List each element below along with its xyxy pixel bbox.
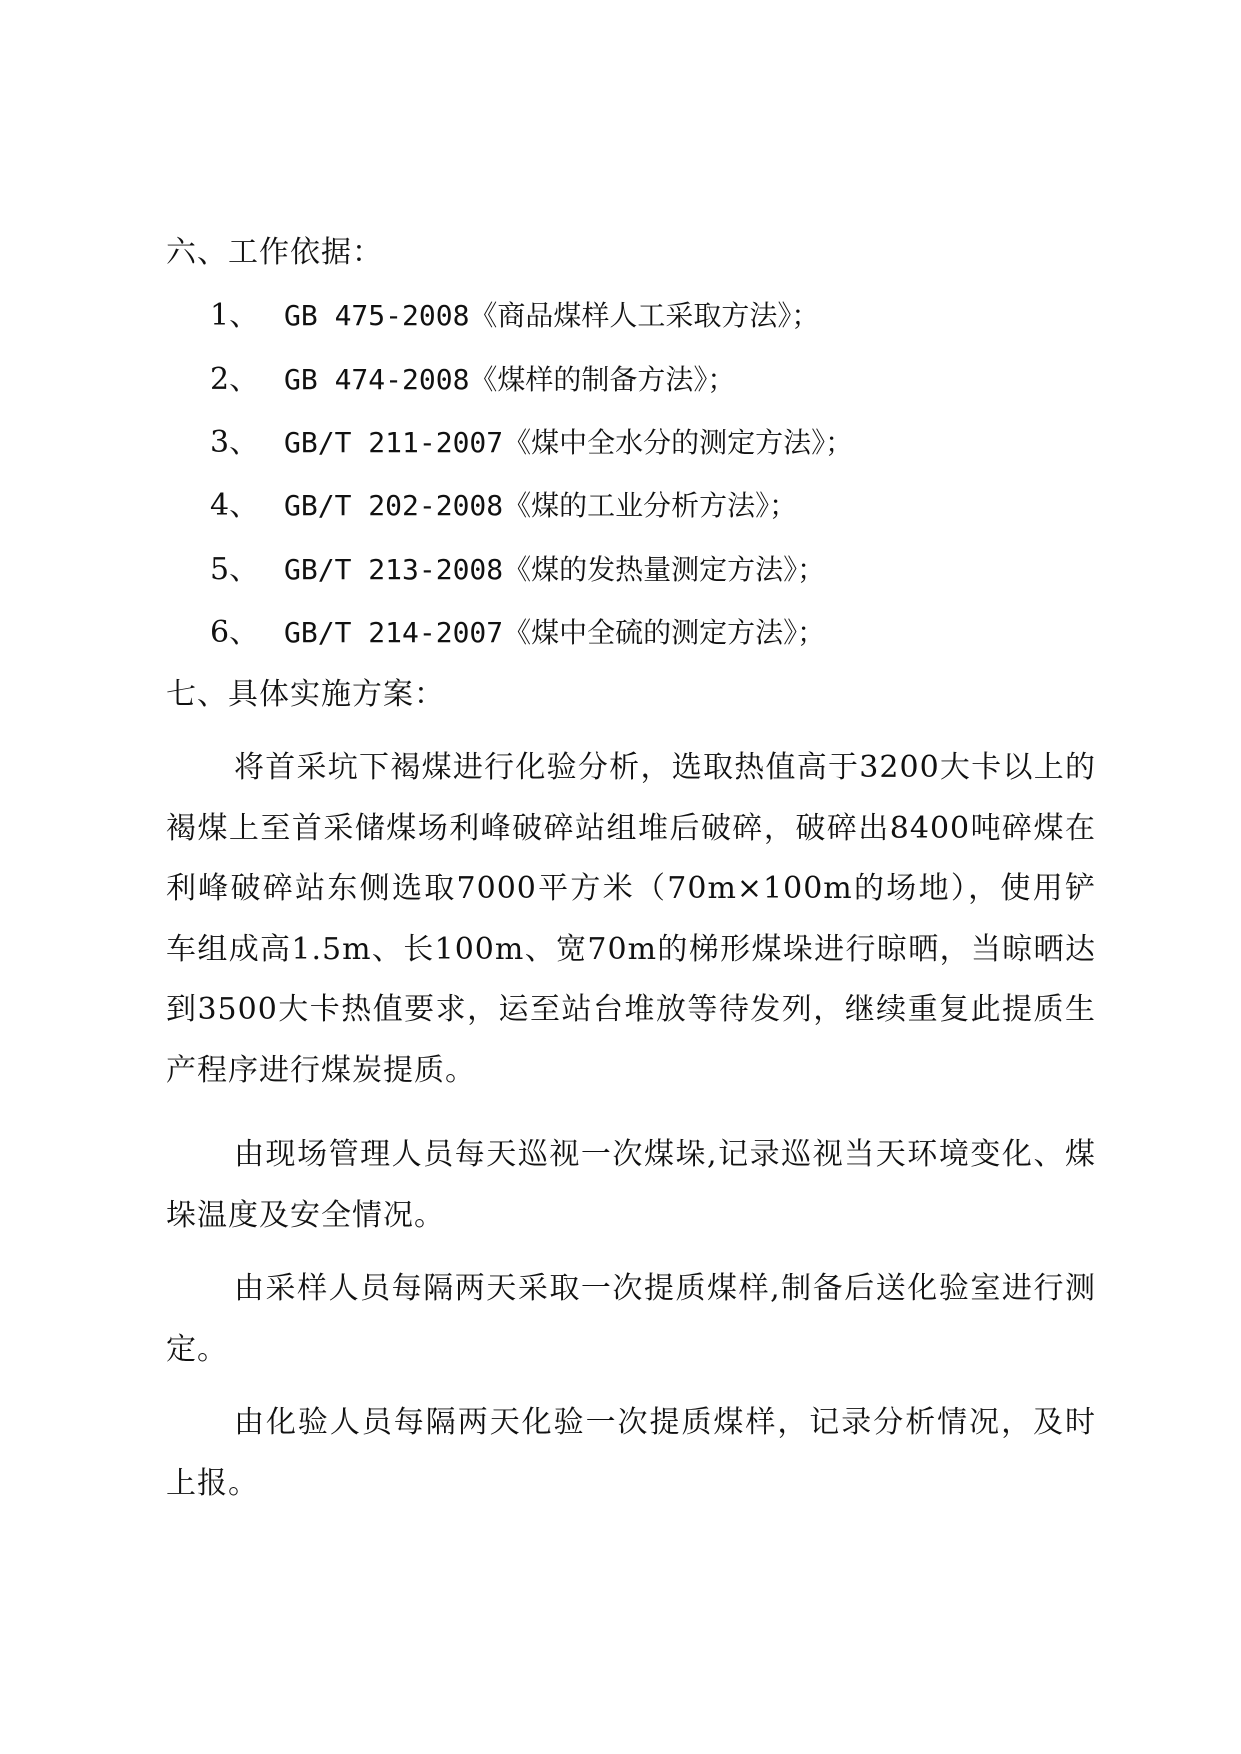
implementation-paragraph: 将首采坑下褐煤进行化验分析，选取热值高于3200大卡以上的褐煤上至首采储煤场利峰破碎站组堆后破碎，破碎出8400吨碎煤在利峰破碎站东侧选取7000平方米（70m×100m的场地），使用铲车组成高1.5m、长100m、宽70m的梯形煤垛进行晾晒，当晾晒达到3500大卡热值要求，运至站台堆放等待发列，继续重复此提质生产程序进行煤炭提质。 — [166, 750, 1096, 1088]
list-item-number: 2、 — [210, 362, 260, 397]
list-item-text: GB/T 211-2007《煤中全水分的测定方法》； — [284, 426, 854, 459]
list-item-text: GB/T 213-2008《煤的发热量测定方法》； — [284, 553, 826, 586]
list-item-number: 1、 — [210, 298, 260, 333]
list-item-number: 3、 — [210, 425, 260, 460]
list-item-text: GB 475-2008《商品煤样人工采取方法》； — [284, 299, 820, 332]
sampling-paragraph: 由采样人员每隔两天采取一次提质煤样,制备后送化验室进行测定。 — [166, 1271, 1096, 1367]
section-7-heading: 七、具体实施方案： — [166, 677, 445, 712]
list-item-number: 4、 — [210, 488, 260, 523]
list-item-text: GB/T 214-2007《煤中全硫的测定方法》； — [284, 616, 826, 649]
list-item-number: 5、 — [210, 552, 260, 587]
inspection-paragraph: 由现场管理人员每天巡视一次煤垛,记录巡视当天环境变化、煤垛温度及安全情况。 — [166, 1137, 1096, 1233]
assay-paragraph: 由化验人员每隔两天化验一次提质煤样，记录分析情况，及时上报。 — [166, 1405, 1096, 1501]
section-6-heading: 六、工作依据： — [166, 235, 383, 270]
list-item-number: 6、 — [210, 615, 260, 650]
list-item-text: GB/T 202-2008《煤的工业分析方法》； — [284, 489, 798, 522]
list-item-text: GB 474-2008《煤样的制备方法》； — [284, 363, 736, 396]
